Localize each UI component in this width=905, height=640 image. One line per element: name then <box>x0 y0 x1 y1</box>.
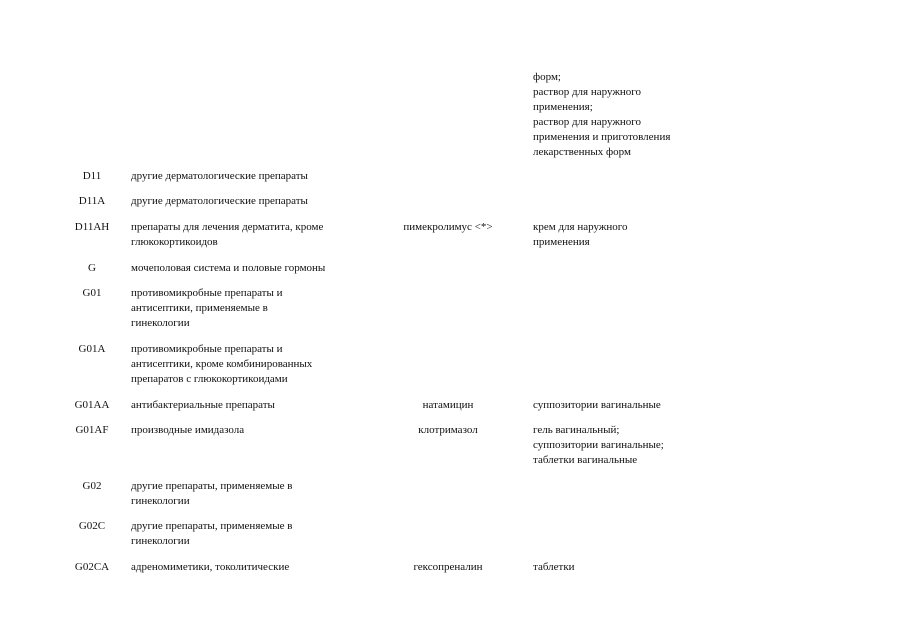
dosage-form: таблетки <box>533 561 575 573</box>
drug-inn: гексопреналин <box>413 561 483 573</box>
atc-group-name: другие препараты, применяемые в гинекологии <box>131 520 293 547</box>
atc-code: G <box>88 262 96 274</box>
atc-group-name: антибактериальные препараты <box>131 399 275 411</box>
drug-inn: натамицин <box>422 399 474 411</box>
dosage-form: гель вагинальный; суппозитории вагинальные; таблетки вагинальные <box>533 424 664 466</box>
atc-code: G01A <box>78 343 106 355</box>
drug-inn: пимекролимус <*> <box>403 221 493 233</box>
atc-group-name: адреномиметики, токолитические <box>131 561 290 573</box>
atc-group-name: другие дерматологические препараты <box>131 170 308 182</box>
continuation-form-text: форм; раствор для наружного применения; раствор для наружного применения и приготовления лекарственных форм <box>533 71 671 158</box>
atc-code: G01AA <box>74 399 110 411</box>
atc-group-name: противомикробные препараты и антисептики, применяемые в гинекологии <box>131 287 283 329</box>
dosage-form: суппозитории вагинальные <box>533 399 661 411</box>
atc-code: D11AH <box>74 221 110 233</box>
atc-group-name: противомикробные препараты и антисептики, кроме комбинированных препаратов с глюкокортикоидами <box>131 343 313 385</box>
atc-group-name: мочеполовая система и половые гормоны <box>131 262 326 274</box>
dosage-form: крем для наружного применения <box>533 221 628 248</box>
atc-group-name: препараты для лечения дерматита, кроме глюкокортикоидов <box>131 221 324 248</box>
drug-inn: клотримазол <box>418 424 478 436</box>
atc-group-name: другие препараты, применяемые в гинекологии <box>131 480 293 507</box>
atc-code: G02 <box>82 480 102 492</box>
atc-code: D11A <box>78 195 106 207</box>
atc-group-name: производные имидазола <box>131 424 245 436</box>
atc-code: G01AF <box>75 424 109 436</box>
atc-group-name: другие дерматологические препараты <box>131 195 308 207</box>
atc-code: G02C <box>78 520 106 532</box>
atc-code: G02CA <box>74 561 110 573</box>
atc-code: D11 <box>82 170 102 182</box>
atc-code: G01 <box>82 287 102 299</box>
